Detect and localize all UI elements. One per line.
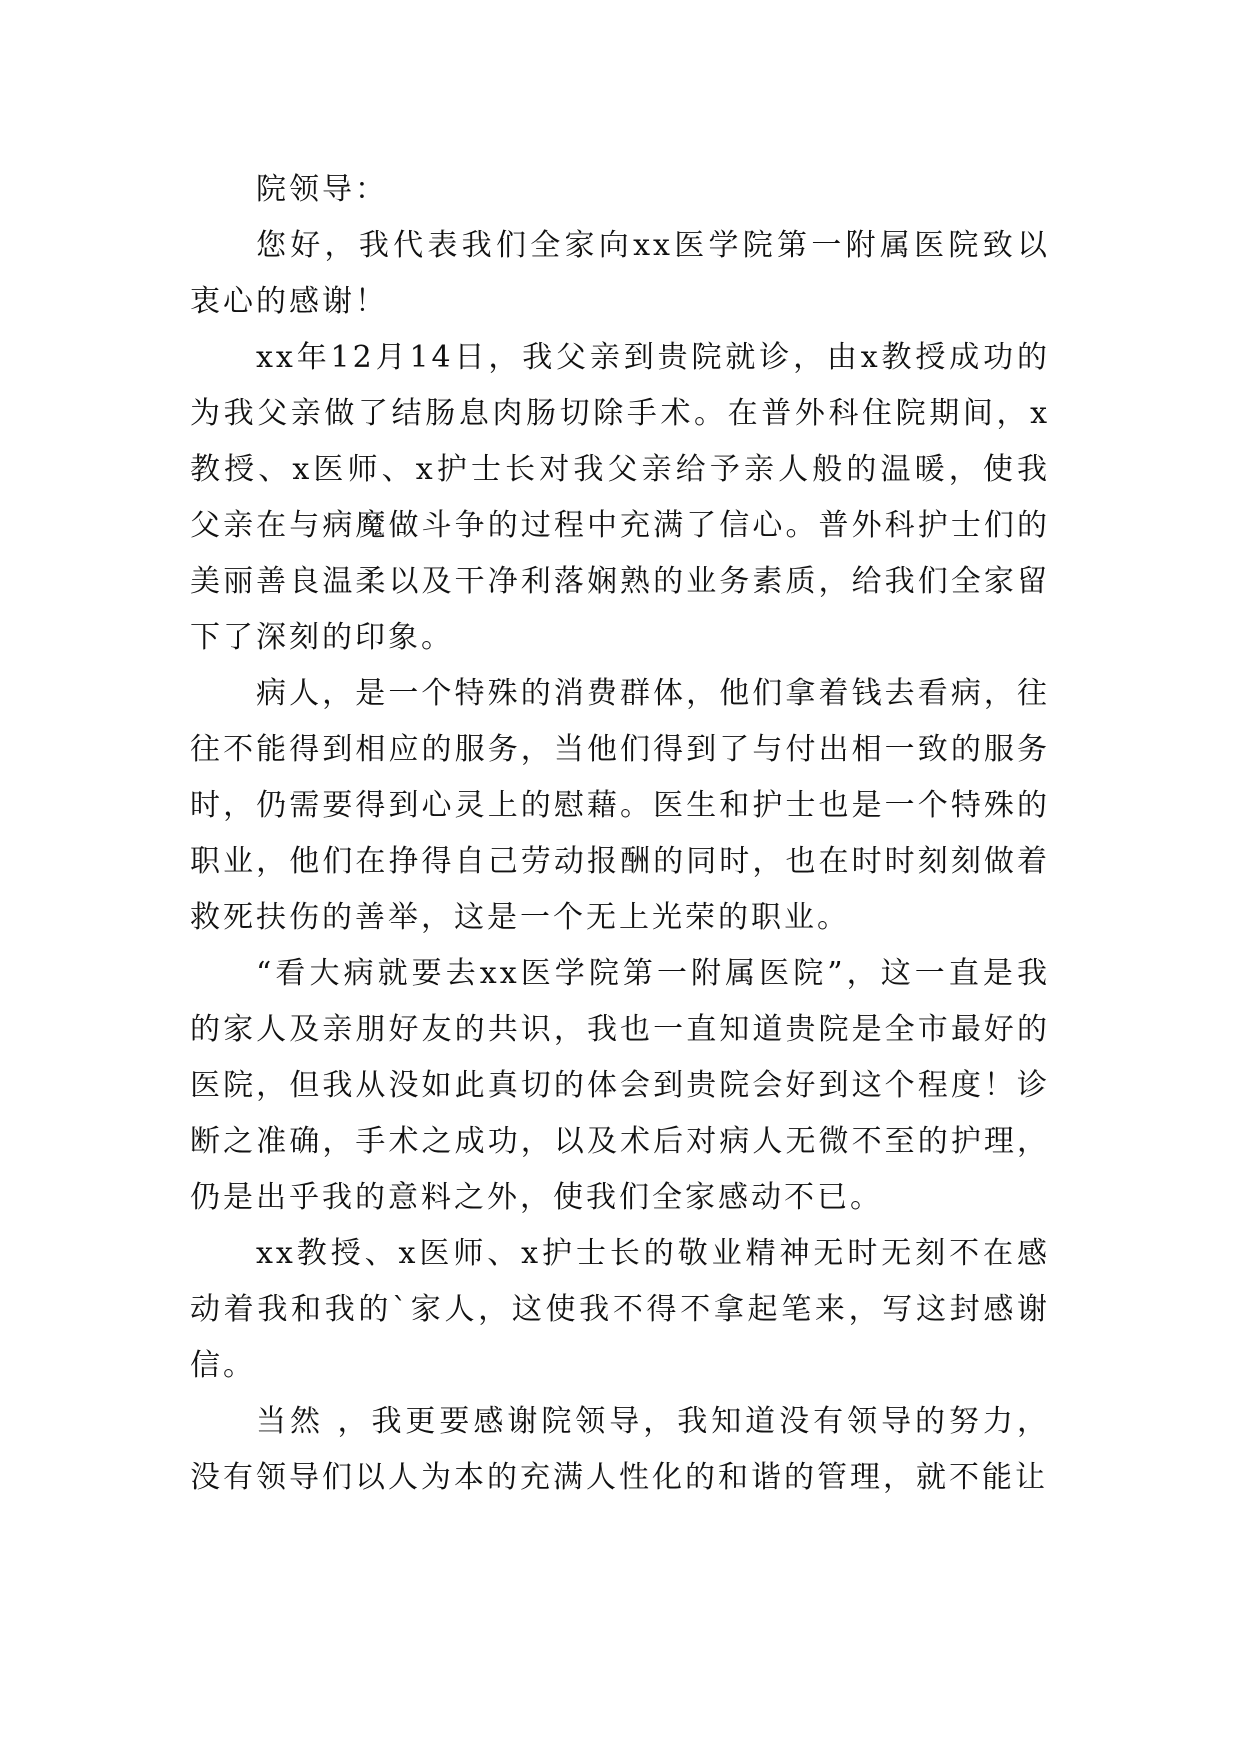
paragraph-greeting: 您好，我代表我们全家向xx医学院第一附属医院致以衷心的感谢！	[190, 228, 1050, 319]
paragraph-leadership: 当然 ，我更要感谢院领导，我知道没有领导的努力，没有领导们以人为本的充满人性化的和谐的管理，就不能让	[190, 1404, 1050, 1495]
letter-body	[190, 162, 1050, 1506]
salutation: 院领导：	[256, 172, 388, 207]
paragraph-surgery: xx年12月14日，我父亲到贵院就诊，由x教授成功的为我父亲做了结肠息肉肠切除手术。在普外科住院期间，x教授、x医师、x护士长对我父亲给予亲人般的温暖，使我父亲在与病魔做斗争的过程中充满了信心。普外科护士们的美丽善良温柔以及干净利落娴熟的业务素质，给我们全家留下了深刻的印象。	[190, 340, 1050, 655]
paragraph-reputation: “看大病就要去xx医学院第一附属医院”，这一直是我的家人及亲朋好友的共识，我也一直知道贵院是全市最好的医院，但我从没如此真切的体会到贵院会好到这个程度！诊断之准确，手术之成功，以及术后对病人无微不至的护理，仍是出乎我的意料之外，使我们全家感动不已。	[190, 956, 1050, 1215]
paragraph-dedication: xx教授、x医师、x护士长的敬业精神无时无刻不在感动着我和我的`家人，这使我不得不拿起笔来，写这封感谢信。	[190, 1236, 1050, 1383]
paragraph-patients: 病人，是一个特殊的消费群体，他们拿着钱去看病，往往不能得到相应的服务，当他们得到了与付出相一致的服务时，仍需要得到心灵上的慰藉。医生和护士也是一个特殊的职业，他们在挣得自己劳动报酬的同时，也在时时刻刻做着救死扶伤的善举，这是一个无上光荣的职业。	[190, 676, 1050, 935]
